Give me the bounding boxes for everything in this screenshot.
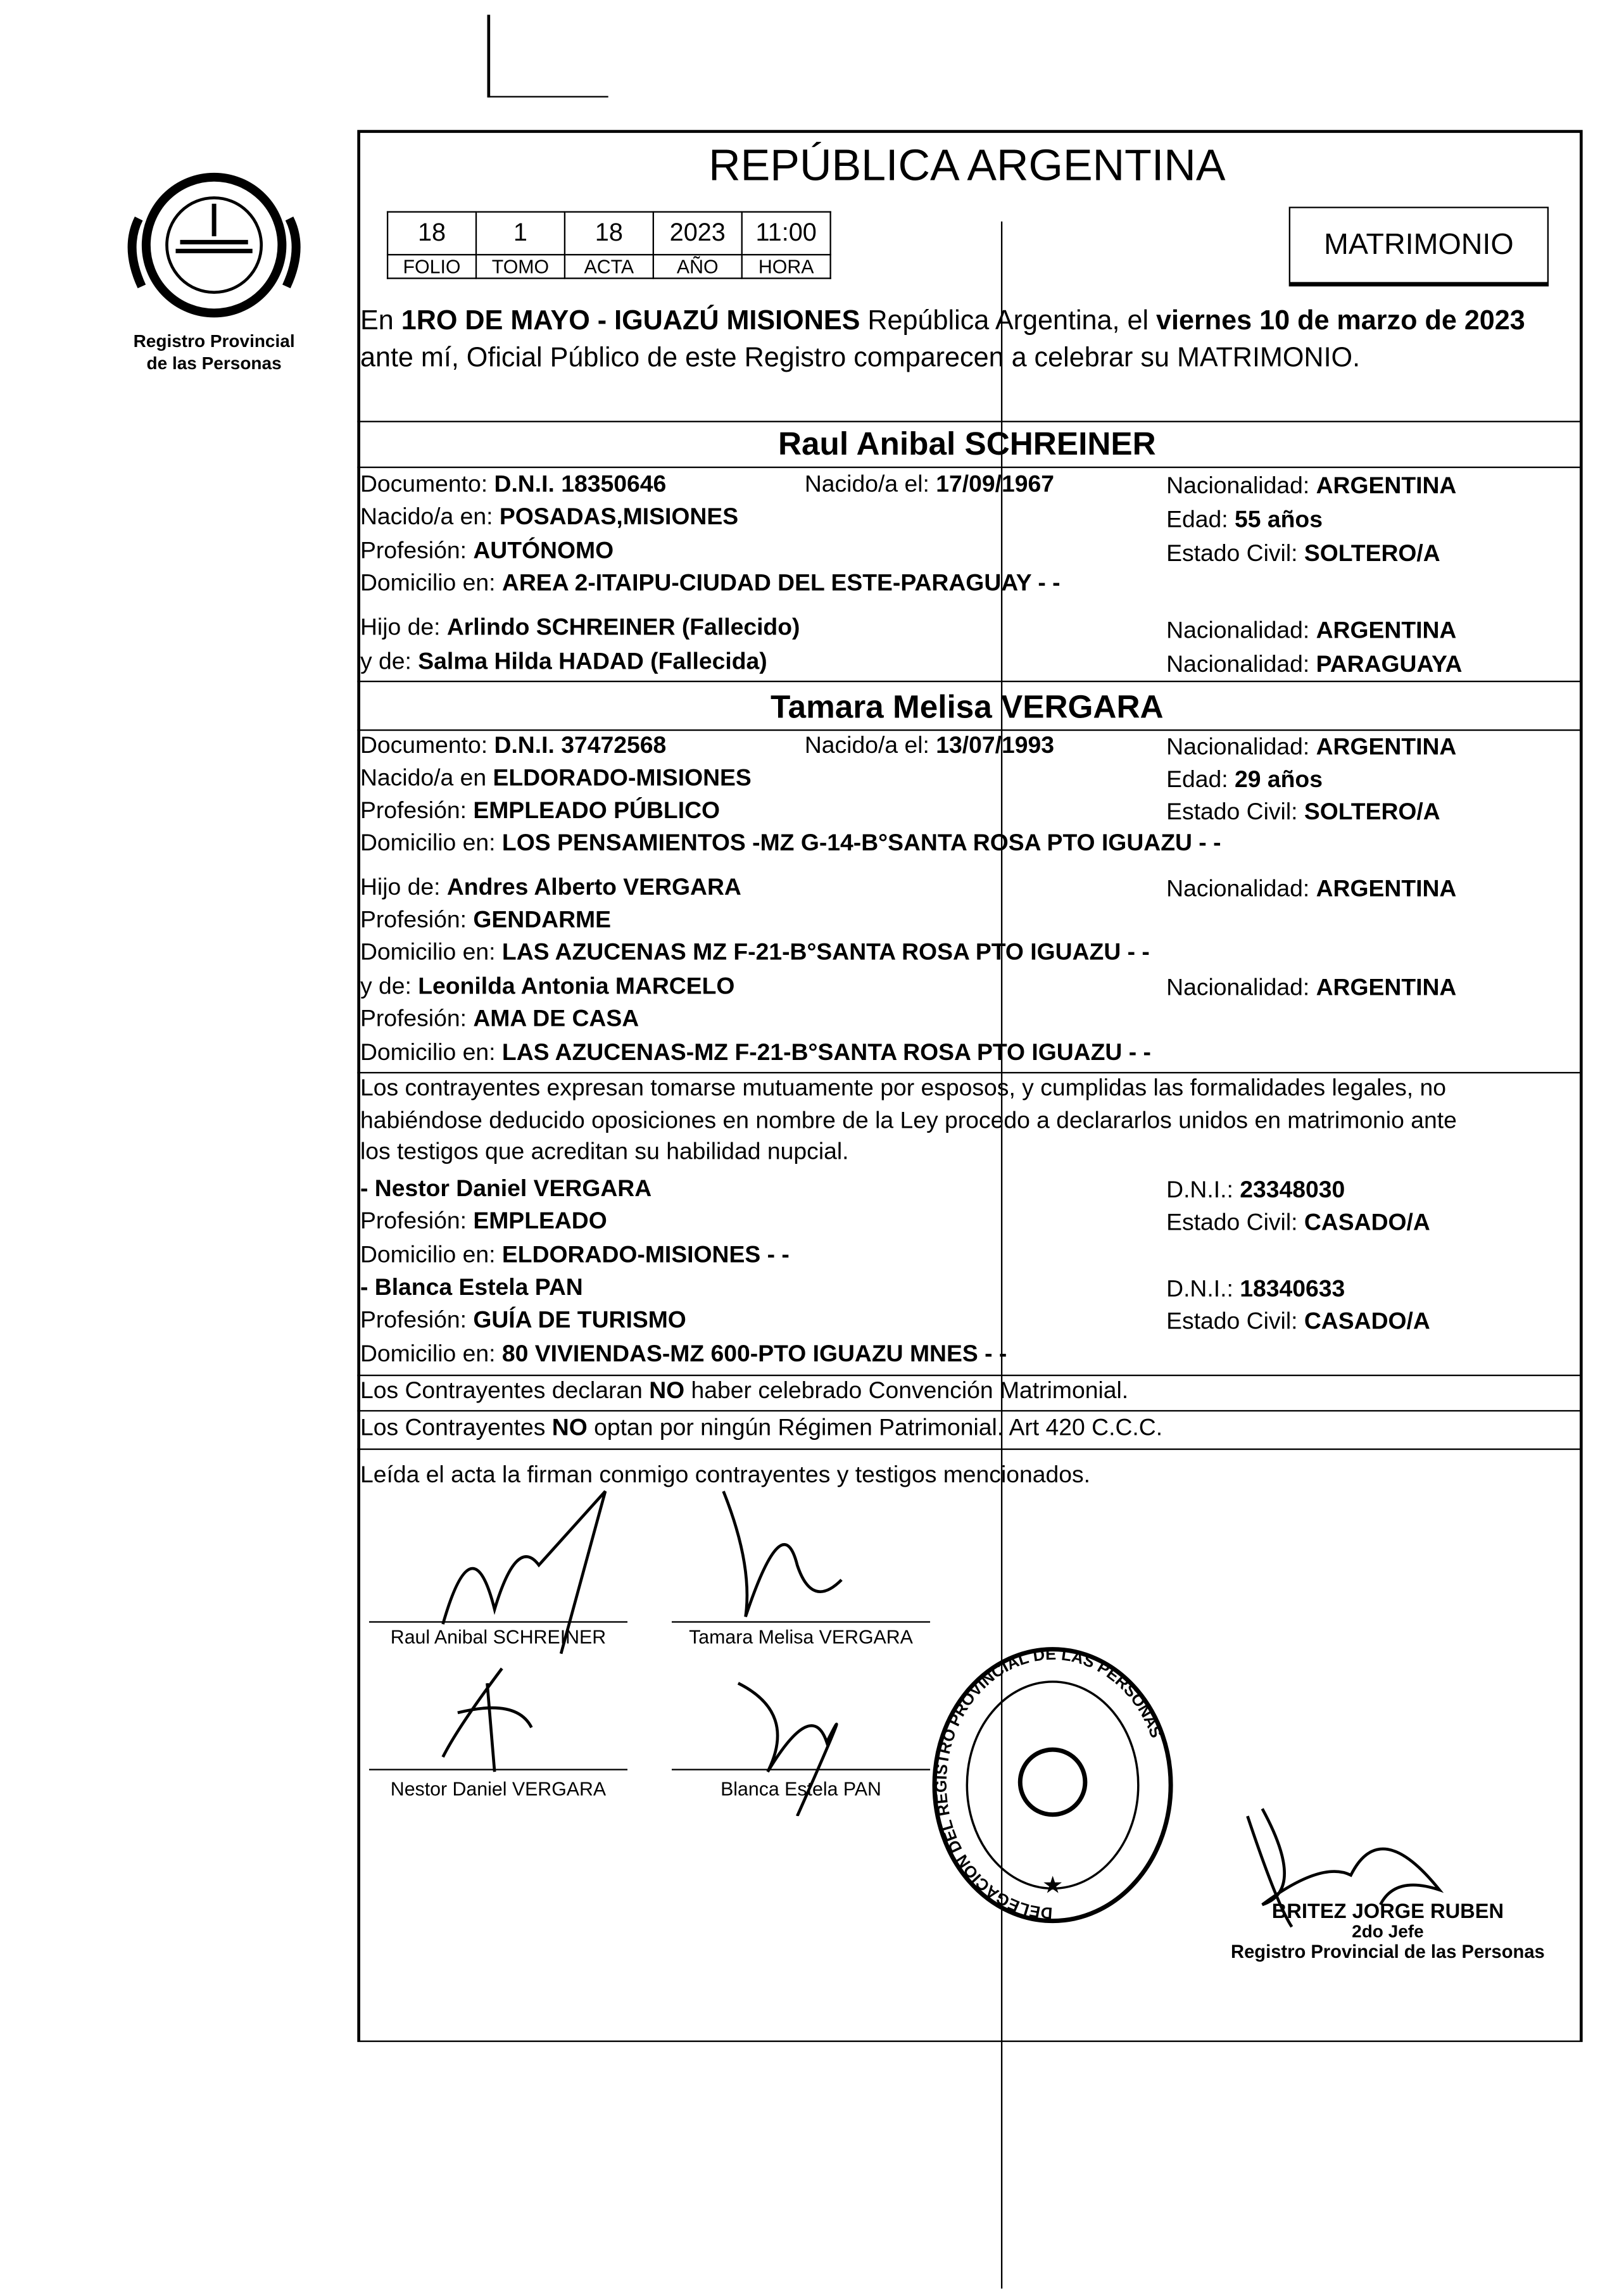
value: SOLTERO/A: [1304, 800, 1440, 826]
document-title: REPÚBLICA ARGENTINA: [708, 141, 1226, 191]
hour-label: HORA: [742, 255, 831, 278]
signature-label-witness2: Blanca Estela PAN: [721, 1777, 881, 1800]
value: ARGENTINA: [1316, 619, 1457, 644]
spouse1-father-nationality: [1166, 619, 1456, 645]
label: Nacionalidad:: [1166, 877, 1310, 902]
witness2-dni: [1166, 1277, 1345, 1304]
value: 17/09/1967: [936, 472, 1054, 498]
signature-label-witness1: Nestor Daniel VERGARA: [390, 1777, 607, 1800]
value: ELDORADO-MISIONES - -: [501, 1243, 790, 1269]
label: Nacido/a en:: [360, 505, 493, 531]
official-block: [1225, 1900, 1550, 1962]
value: EMPLEADO: [473, 1209, 607, 1235]
label: Profesión:: [360, 1209, 467, 1235]
witness2-profession: [360, 1308, 686, 1335]
declaration-line: Los contrayentes expresan tomarse mutuamente por esposos, y cumplidas las formalidades legales, no: [360, 1076, 1446, 1102]
value: AREA 2-ITAIPU-CIUDAD DEL ESTE-PARAGUAY - -: [501, 571, 1061, 597]
label: Estado Civil:: [1166, 800, 1298, 826]
regime-line: [360, 1416, 1162, 1442]
signature-label-spouse1: Raul Anibal SCHREINER: [390, 1625, 607, 1648]
scan-mark: [487, 15, 608, 98]
divider: [357, 1448, 1580, 1449]
folio-label: FOLIO: [387, 255, 476, 278]
acta-label: ACTA: [565, 255, 653, 278]
value: LAS AZUCENAS-MZ F-21-B°SANTA ROSA PTO IGUAZU - -: [501, 1040, 1151, 1066]
value: D.N.I. 18350646: [494, 472, 667, 498]
spouse1-name: Raul Anibal SCHREINER: [777, 425, 1156, 462]
svg-text:DELEGACION DEL REGISTRO PROVIN: DELEGACION DEL REGISTRO PROVINCIAL DE LAS PERSONAS: [932, 1645, 1166, 1922]
closing-text: Leída el acta la firman conmigo contrayentes y testigos mencionados.: [360, 1463, 1091, 1489]
value: AMA DE CASA: [473, 1007, 639, 1032]
declaration-line: los testigos que acreditan su habilidad nupcial.: [360, 1140, 849, 1165]
divider: [357, 729, 1580, 731]
label: Estado Civil:: [1166, 1211, 1298, 1236]
value: ARGENTINA: [1316, 735, 1457, 760]
label: y de:: [360, 649, 412, 675]
spouse1-mother-nationality: [1166, 653, 1462, 679]
spouse2-address: [360, 831, 1221, 858]
text: optan por ningún Régimen Patrimonial. Art 420 C.C.C.: [587, 1416, 1163, 1441]
value: PARAGUAYA: [1316, 652, 1463, 678]
svg-text:★: ★: [1042, 1871, 1064, 1898]
divider: [357, 467, 1580, 468]
year-label: AÑO: [653, 255, 742, 278]
value: 80 VIVIENDAS-MZ 600-PTO IGUAZU MNES - -: [501, 1342, 1007, 1368]
label: Domicilio en:: [360, 1342, 496, 1368]
witness2-name: [360, 1276, 583, 1303]
tomo-value: 1: [476, 212, 565, 255]
spouse2-father-nationality: [1166, 877, 1456, 904]
signature-line: [369, 1769, 627, 1770]
label: Documento:: [360, 733, 488, 759]
intro-place: 1RO DE MAYO - IGUAZÚ MISIONES: [401, 304, 860, 336]
witness2-civil: [1166, 1309, 1430, 1336]
value: GENDARME: [473, 908, 612, 933]
value: ELDORADO-MISIONES: [493, 766, 752, 792]
acta-value: 18: [565, 212, 653, 255]
spouse1-birthdate: [805, 472, 1054, 499]
label: Profesión:: [360, 539, 467, 564]
value: SOLTERO/A: [1304, 541, 1440, 567]
divider: [357, 1072, 1580, 1073]
label: Domicilio en:: [360, 831, 496, 857]
value: 55 años: [1235, 508, 1323, 533]
year-value: 2023: [653, 212, 742, 255]
value: Leonilda Antonia MARCELO: [418, 974, 735, 1000]
value: Salma Hilda HADAD (Fallecida): [418, 649, 767, 675]
label: Nacido/a el:: [804, 733, 929, 759]
intro-date-year: 2023: [1464, 304, 1525, 336]
witness1-address: [360, 1243, 790, 1270]
label: Nacionalidad:: [1166, 652, 1310, 678]
label: Domicilio en:: [360, 940, 496, 966]
label: Nacionalidad:: [1166, 735, 1310, 760]
tomo-label: TOMO: [476, 255, 565, 278]
value: CASADO/A: [1304, 1309, 1430, 1335]
value: D.N.I. 37472568: [494, 733, 667, 759]
spouse2-nationality: [1166, 735, 1456, 762]
spouse2-document: [360, 734, 666, 760]
text: Los Contrayentes: [360, 1416, 552, 1441]
label: Nacionalidad:: [1166, 976, 1310, 1001]
label: Domicilio en:: [360, 1040, 496, 1066]
witness1-civil: [1166, 1211, 1430, 1237]
witness1-dni: [1166, 1178, 1345, 1205]
convention-line: [360, 1379, 1128, 1406]
witness2-address: [360, 1342, 1007, 1369]
label: Nacionalidad:: [1166, 474, 1310, 500]
intro-text: En: [360, 304, 401, 336]
witness1-profession: [360, 1209, 607, 1236]
record-type-box: MATRIMONIO: [1289, 206, 1549, 286]
signature-line: [672, 1621, 930, 1622]
reference-table: [387, 211, 831, 279]
label: Profesión:: [360, 908, 467, 933]
label: Profesión:: [360, 1007, 467, 1032]
text: NO: [551, 1416, 588, 1441]
spouse1-age: [1166, 508, 1323, 534]
spouse1-mother: [360, 650, 767, 676]
label: y de:: [360, 974, 412, 1000]
witness1-name: [360, 1176, 651, 1203]
label: D.N.I.:: [1166, 1277, 1233, 1303]
text: Los Contrayentes declaran: [360, 1378, 650, 1404]
folio-value: 18: [387, 212, 476, 255]
spouse2-father-profession: [360, 908, 611, 935]
divider: [357, 1375, 1580, 1376]
intro-paragraph: [360, 301, 1574, 375]
value: CASADO/A: [1304, 1211, 1430, 1236]
label: Domicilio en:: [360, 1243, 496, 1269]
label: Profesión:: [360, 1308, 467, 1334]
label: Nacionalidad:: [1166, 619, 1310, 644]
spouse1-profession: [360, 539, 614, 565]
value: - Blanca Estela PAN: [360, 1275, 583, 1301]
spouse2-name: Tamara Melisa VERGARA: [771, 688, 1164, 725]
value: LAS AZUCENAS MZ F-21-B°SANTA ROSA PTO IGUAZU - -: [501, 940, 1150, 966]
signature-line: [369, 1621, 627, 1622]
value: ARGENTINA: [1316, 877, 1457, 902]
label: Hijo de:: [360, 875, 441, 901]
value: ARGENTINA: [1316, 474, 1457, 500]
value: - Nestor Daniel VERGARA: [360, 1176, 652, 1202]
official-office: Registro Provincial de las Personas: [1231, 1941, 1545, 1962]
value: EMPLEADO PÚBLICO: [473, 798, 721, 824]
intro-text: República Argentina, el: [860, 304, 1157, 336]
spouse1-address: [360, 571, 1061, 598]
official-name: BRITEZ JORGE RUBEN: [1271, 1898, 1504, 1923]
spouse2-mother: [360, 975, 734, 1001]
province-seal-logo: [121, 160, 307, 334]
value: LOS PENSAMIENTOS -MZ G-14-B°SANTA ROSA PTO IGUAZU - -: [501, 831, 1221, 857]
intro-text: ante mí, Oficial Público de este Registro comparecen a celebrar su MATRIMONIO.: [360, 341, 1361, 372]
logo-caption-line2: de las Personas: [146, 353, 282, 374]
spouse2-father: [360, 876, 741, 902]
divider: [357, 421, 1580, 422]
label: Profesión:: [360, 798, 467, 824]
spouse2-birthdate: [805, 734, 1054, 760]
text: NO: [649, 1378, 685, 1404]
signature-line: [672, 1769, 930, 1770]
label: Edad:: [1166, 508, 1228, 533]
spouse1-birthplace: [360, 505, 738, 531]
signature-label-spouse2: Tamara Melisa VERGARA: [689, 1625, 913, 1648]
spouse2-age: [1166, 768, 1323, 795]
label: D.N.I.:: [1166, 1178, 1233, 1204]
label: Nacido/a el:: [804, 472, 929, 498]
registry-stamp: [927, 1642, 1178, 1930]
spouse2-mother-address: [360, 1041, 1151, 1068]
label: Documento:: [360, 472, 488, 498]
spouse2-mother-profession: [360, 1007, 639, 1033]
text: haber celebrado Convención Matrimonial.: [684, 1378, 1129, 1404]
spouse1-document: [360, 472, 666, 499]
value: 13/07/1993: [936, 733, 1054, 759]
value: AUTÓNOMO: [473, 539, 614, 564]
divider: [357, 1410, 1580, 1411]
value: POSADAS,MISIONES: [499, 505, 739, 531]
spouse1-civil-status: [1166, 542, 1440, 569]
official-role: 2do Jefe: [1352, 1921, 1424, 1942]
declaration-line: habiéndose deducido oposiciones en nombre de la Ley procedo a declararlos unidos en matrimonio ante: [360, 1109, 1457, 1134]
spouse2-father-address: [360, 940, 1150, 967]
divider: [357, 681, 1580, 682]
label: Domicilio en:: [360, 571, 496, 597]
hour-value: 11:00: [742, 212, 831, 255]
value: 18340633: [1240, 1277, 1345, 1303]
logo-caption-line1: Registro Provincial: [133, 331, 295, 351]
spouse1-nationality: [1166, 474, 1456, 501]
label: Estado Civil:: [1166, 541, 1298, 567]
value: Andres Alberto VERGARA: [446, 875, 741, 901]
spouse2-mother-nationality: [1166, 976, 1456, 1002]
value: 23348030: [1240, 1178, 1345, 1204]
value: 29 años: [1235, 767, 1323, 793]
label: Nacido/a en: [360, 766, 487, 792]
label: Hijo de:: [360, 615, 441, 641]
value: ARGENTINA: [1316, 976, 1457, 1001]
label: Estado Civil:: [1166, 1309, 1298, 1335]
spouse2-profession: [360, 799, 720, 826]
value: Arlindo SCHREINER (Fallecido): [446, 615, 800, 641]
value: GUÍA DE TURISMO: [473, 1308, 686, 1334]
spouse2-birthplace: [360, 766, 752, 793]
spouse1-father: [360, 615, 800, 642]
intro-date: viernes 10 de marzo de: [1156, 304, 1457, 336]
label: Edad:: [1166, 767, 1228, 793]
spouse2-civil-status: [1166, 800, 1440, 827]
